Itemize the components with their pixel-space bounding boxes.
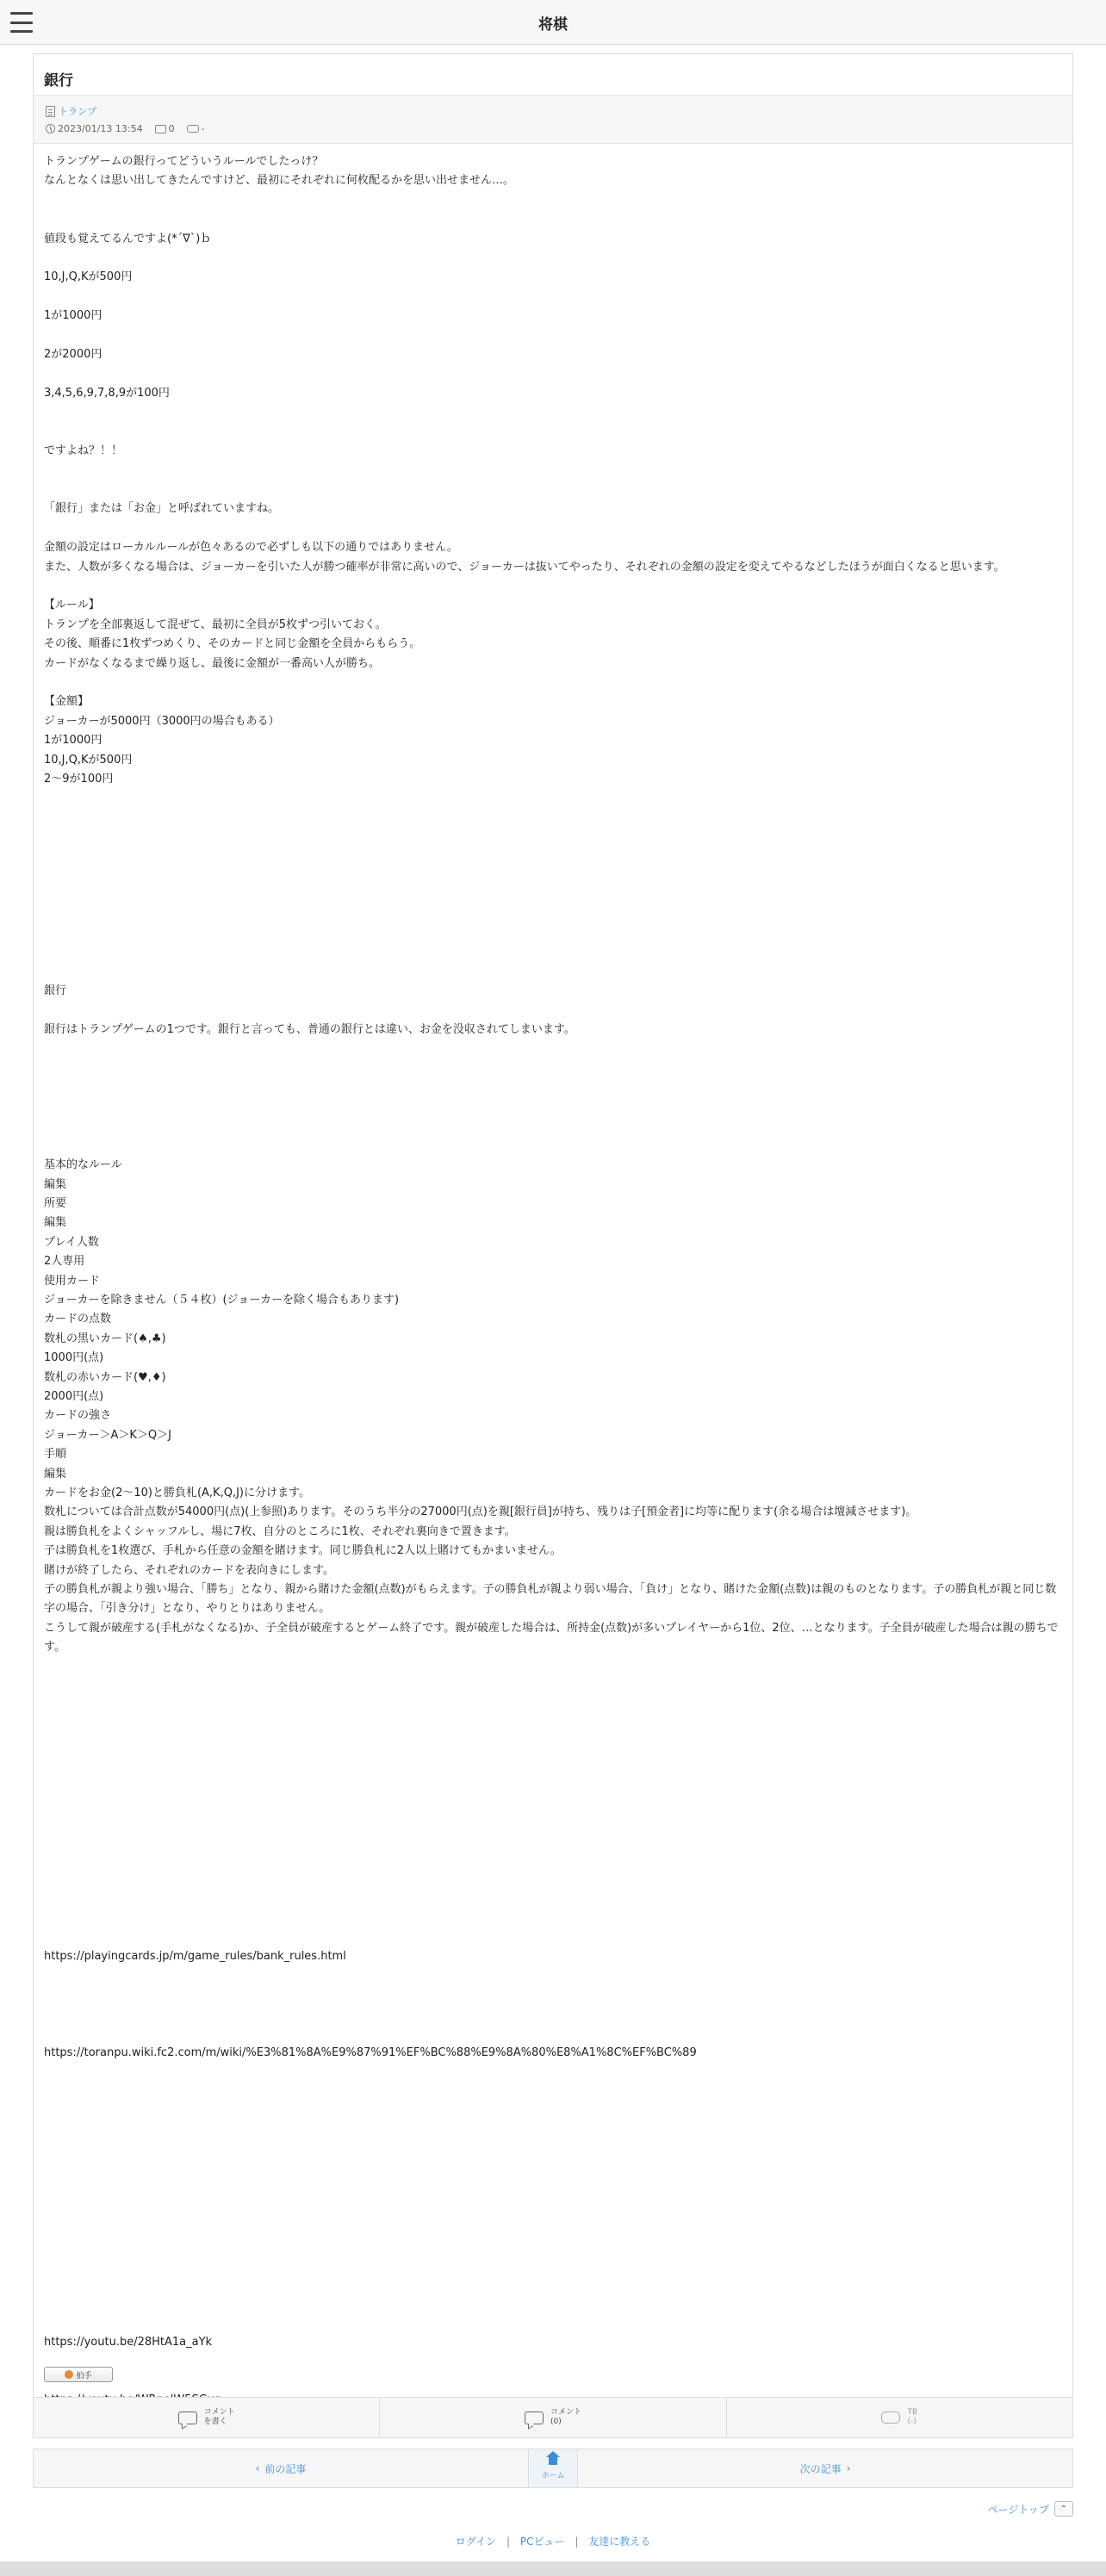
- body-paragraph: [44, 1137, 1064, 1156]
- body-paragraph: [44, 1079, 1064, 1098]
- body-paragraph: [44, 1658, 1064, 1677]
- body-paragraph: [44, 1927, 1064, 1946]
- body-paragraph: [44, 1059, 1064, 1078]
- article-title: 銀行: [34, 54, 1072, 96]
- body-paragraph: [44, 673, 1064, 692]
- comment-count-link[interactable]: [155, 123, 175, 134]
- body-paragraph: [44, 2063, 1064, 2082]
- body-paragraph: 10,J,Q,Kが500円: [44, 270, 133, 284]
- body-paragraph: [44, 2256, 1064, 2275]
- body-paragraph: [44, 1909, 1064, 1927]
- body-paragraph: [44, 963, 1064, 982]
- next-article-label: 次の記事: [799, 2462, 842, 2475]
- body-paragraph: [44, 2237, 1064, 2256]
- chevron-left-icon: ‹: [255, 2462, 260, 2474]
- body-paragraph: [44, 2275, 1064, 2294]
- body-paragraph: [44, 2372, 1064, 2391]
- body-paragraph: [44, 423, 1064, 442]
- body-paragraph: [44, 1677, 1064, 1696]
- datetime-text: 2023/01/13 13:54: [58, 123, 143, 134]
- body-paragraph: 1が1000円: [44, 309, 103, 323]
- clap-icon: [65, 2370, 73, 2379]
- body-paragraph: [44, 885, 1064, 904]
- body-paragraph: [44, 481, 1064, 500]
- trackback-count-link[interactable]: [187, 123, 205, 134]
- prev-article-label: 前の記事: [264, 2462, 307, 2475]
- body-paragraph: 【金額】 ジョーカーが5000円（3000円の場合もある） 1が1000円 10,J,Q,Kが500円 2〜9が100円: [44, 695, 280, 785]
- body-paragraph: 値段も覚えてるんですよ(*´∇`)ｂ: [44, 232, 212, 245]
- post-datetime: [46, 123, 143, 134]
- body-paragraph: [44, 2314, 1064, 2333]
- category-label: トランプ: [59, 106, 96, 117]
- comments-label: コメント (0): [550, 2408, 581, 2426]
- body-paragraph: 銀行はトランプゲームの1つです。銀行と言っても、普通の銀行とは違い、お金を没収されてしまいます。: [44, 1023, 575, 1037]
- home-label: ホーム: [541, 2472, 565, 2480]
- chevron-right-icon: ›: [846, 2462, 851, 2474]
- article-action-bar: [33, 2397, 1073, 2438]
- page-top-label: ページトップ: [987, 2503, 1049, 2516]
- article-pager: [33, 2449, 1073, 2488]
- body-paragraph: 3,4,5,6,9,7,8,9が100円: [44, 386, 170, 400]
- applause-button[interactable]: [44, 2367, 113, 2382]
- body-paragraph: [44, 2120, 1064, 2139]
- body-paragraph: ですよね？！！: [44, 444, 123, 458]
- top-bar: [0, 0, 1106, 45]
- trackback-icon: [187, 125, 199, 133]
- body-paragraph: [44, 2140, 1064, 2159]
- body-paragraph: [44, 326, 1064, 345]
- comment-count: 0: [168, 123, 175, 134]
- comment-edit-icon: [178, 2412, 197, 2424]
- page-top-link[interactable]: [988, 2501, 1073, 2517]
- body-paragraph: [44, 2294, 1064, 2313]
- body-paragraph: 銀行: [44, 984, 67, 998]
- body-paragraph: [44, 2005, 1064, 2024]
- body-paragraph: [44, 1966, 1064, 1985]
- trackback-label: TB (-): [907, 2408, 918, 2426]
- body-paragraph: [44, 847, 1064, 866]
- comments-button[interactable]: [380, 2398, 726, 2437]
- body-paragraph: [44, 1890, 1064, 1909]
- comment-icon: [155, 125, 166, 133]
- body-paragraph: [44, 519, 1064, 538]
- body-paragraph: [44, 809, 1064, 828]
- body-paragraph: [44, 1870, 1064, 1889]
- body-paragraph: 金額の設定はローカルルールが色々あるので必ずしも以下の通りではありません。 また、人数が多くなる場合は、ジョーカーを引いた人が勝つ確率が非常に高いので、ジョーカーは抜いてやったり、それぞれの金額の設定を変えてやるなどしたほうが面白くなると思います。: [44, 541, 1005, 574]
- body-paragraph: [44, 462, 1064, 481]
- divider: |: [575, 2536, 579, 2548]
- body-paragraph: [44, 2198, 1064, 2217]
- body-paragraph: [44, 1812, 1064, 1831]
- body-paragraph: [44, 2217, 1064, 2236]
- pc-view-link[interactable]: PCビュー: [519, 2536, 565, 2548]
- article-card: [33, 53, 1073, 2408]
- body-paragraph: [44, 1716, 1064, 1735]
- body-paragraph: 「銀行」または「お金」と呼ばれていますね。: [44, 502, 280, 516]
- body-paragraph: [44, 2159, 1064, 2178]
- chevron-up-icon[interactable]: ⌃: [1054, 2501, 1073, 2517]
- body-paragraph: [44, 1098, 1064, 1117]
- body-paragraph: [44, 1773, 1064, 1792]
- body-paragraph: [44, 210, 1064, 229]
- body-paragraph: [44, 2101, 1064, 2120]
- body-paragraph: 【ルール】 トランプを全部裏返して混ぜて、最初に全員が5枚ずつ引いておく。 その後、順番に1枚ずつめくり、そのカードと同じ金額を全員からもらう。 カードがなくなるまで繰り返し、最後に金額が一番高い人が勝ち。: [44, 599, 421, 670]
- body-paragraph: [44, 2179, 1064, 2198]
- body-paragraph: [44, 924, 1064, 943]
- document-icon: [46, 106, 55, 117]
- body-link[interactable]: https://toranpu.wiki.fc2.com/m/wiki/%E3%81%8A%E9%87%91%EF%BC%88%E9%8A%80%E8%A1%8C%EF%BC%89: [44, 2045, 697, 2059]
- body-paragraph: [44, 1831, 1064, 1850]
- body-paragraph: 2が2000円: [44, 348, 103, 362]
- body-paragraph: [44, 905, 1064, 924]
- divider: |: [506, 2536, 511, 2548]
- body-link[interactable]: https://playingcards.jp/m/game_rules/bank_rules.html: [44, 1949, 346, 1963]
- meta-row: [46, 123, 205, 134]
- body-paragraph: [44, 866, 1064, 885]
- footer-bar: [0, 2561, 1106, 2576]
- body-paragraph: [44, 191, 1064, 210]
- article-meta: [34, 96, 1072, 144]
- body-paragraph: [44, 789, 1064, 808]
- prev-article-link[interactable]: [34, 2449, 528, 2487]
- body-paragraph: [44, 1002, 1064, 1021]
- body-paragraph: [44, 364, 1064, 383]
- write-comment-button[interactable]: [34, 2398, 380, 2437]
- trackback-count: -: [201, 123, 205, 134]
- home-icon: [547, 2456, 559, 2467]
- site-title[interactable]: 将棋: [538, 16, 568, 34]
- body-paragraph: [44, 2352, 1064, 2371]
- footer-links: [0, 2534, 1106, 2548]
- body-paragraph: [44, 288, 1064, 307]
- body-paragraph: [44, 1040, 1064, 1059]
- body-paragraph: [44, 1117, 1064, 1136]
- body-paragraph: [44, 403, 1064, 422]
- body-paragraph: [44, 1986, 1064, 2005]
- body-paragraph: [44, 1697, 1064, 1716]
- category-link[interactable]: [46, 104, 96, 118]
- trackback-button[interactable]: [727, 2398, 1072, 2437]
- body-paragraph: [44, 1735, 1064, 1754]
- trackback-icon: [881, 2412, 900, 2424]
- body-paragraph: [44, 2083, 1064, 2101]
- body-paragraph: [44, 1754, 1064, 1773]
- body-paragraph: [44, 249, 1064, 268]
- home-button[interactable]: [528, 2449, 578, 2487]
- body-paragraph: トランプゲームの銀行ってどういうルールでしたっけ？ なんとなくは思い出してきたんですけど、最初にそれぞれに何枚配るかを思い出せません…。: [44, 155, 515, 188]
- body-paragraph: [44, 944, 1064, 963]
- clock-icon: [46, 124, 55, 133]
- body-paragraph: 基本的なルール 編集 所要 編集 プレイ人数 2人専用 使用カード ジョーカーを除きません（５４枚）(ジョーカーを除く場合もあります) カードの点数 数札の黒いカード(♠,♣) 1000円(点) 数札の赤いカード(♥,♦) 2000円(点) カードの強さ ジョーカー＞A＞K＞Q＞J 手順 編集 カードをお金(2〜10)と勝負札(A,K,Q,J)に分けます。 数札については合計点数が54000円(点)(上参照)あります。そのうち半分の27000円(点)を親[銀行員]が持ち、残りは子[預金者]に均等に配ります(余る場合は壇減させます)。 親は勝負札をよくシャッフルし、場に7枚、自分のところに1枚、それぞれ裏向きで置きます。 子は勝負札を1枚選び、手札から任意の金額を賭けます。同じ勝負札に2人以上賭けてもかまいません。 賭けが終了したら、それぞれのカードを表向きにします。 子の勝負札が親より強い場合、「勝ち」となり、親から賭けた金額(点数)がもらえます。子の勝負札が親より弱い場合、「負け」となり、賭けた金額(点数)は親のものとなります。子の勝負札が親と同じ数字の場合、「引き分け」となり、やりとりはありません。 こうして親が破産する(手札がなくなる)か、子全員が破産するとゲーム終了です。親が破産した場合は、所持金(点数)が多いプレイヤーから1位、2位、…となります。子全員が破産した場合は親の勝ちです。: [44, 1158, 1059, 1654]
- body-paragraph: [44, 577, 1064, 596]
- body-paragraph: [44, 2024, 1064, 2043]
- body-link[interactable]: https://youtu.be/28HtA1a_aYk: [44, 2335, 213, 2349]
- next-article-link[interactable]: [578, 2449, 1072, 2487]
- body-paragraph: [44, 1851, 1064, 1870]
- write-comment-label: コメント を書く: [203, 2408, 235, 2426]
- article-body: [44, 152, 1064, 2411]
- body-paragraph: [44, 1793, 1064, 1812]
- login-link[interactable]: ログイン: [455, 2536, 497, 2548]
- comment-icon: [525, 2412, 544, 2424]
- body-paragraph: [44, 828, 1064, 847]
- applause-label: 拍手: [76, 2371, 92, 2380]
- tell-friend-link[interactable]: 友達に教える: [588, 2536, 651, 2548]
